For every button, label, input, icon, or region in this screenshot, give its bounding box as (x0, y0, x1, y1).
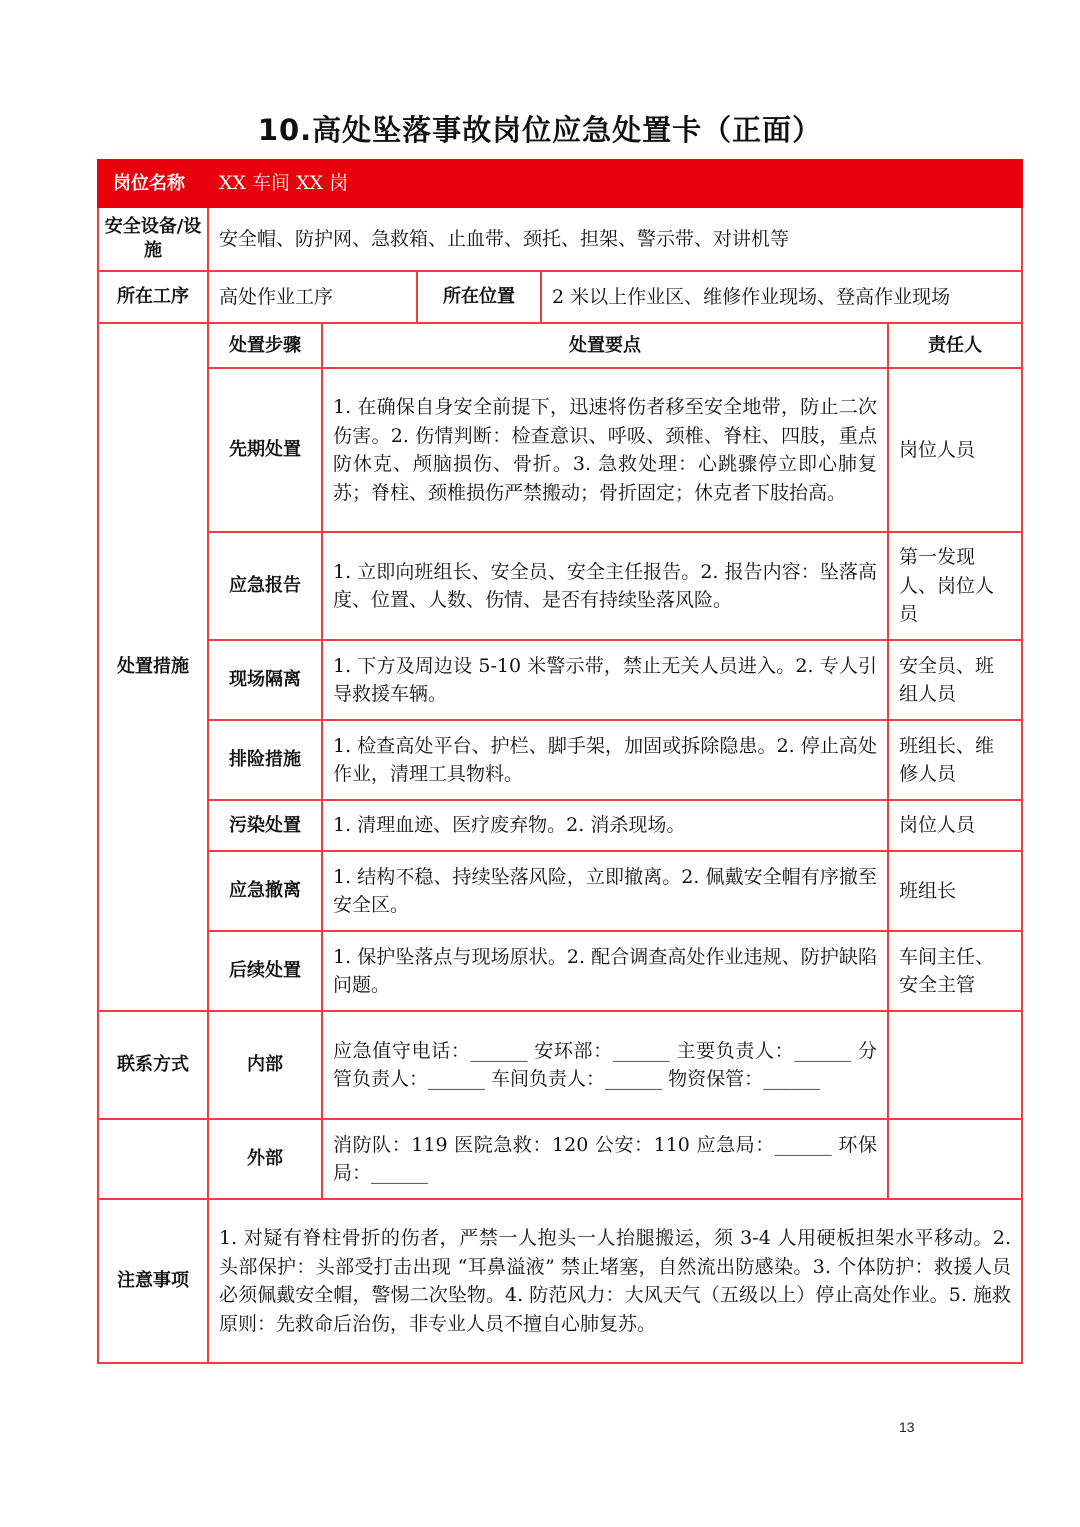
measures-label: 处置措施 (98, 323, 208, 1011)
step-name: 先期处置 (208, 368, 322, 532)
measure-step-row (98, 931, 1022, 1011)
location-value: 2 米以上作业区、维修作业现场、登高作业现场 (541, 271, 1022, 323)
measure-step-row (98, 368, 1022, 532)
contact-internal-label: 内部 (208, 1011, 322, 1119)
process-label: 所在工序 (98, 271, 208, 323)
contact-label: 联系方式 (98, 1011, 208, 1119)
page-title: 10.高处坠落事故岗位应急处置卡（正面） (257, 113, 823, 147)
contact-external-label: 外部 (208, 1119, 322, 1199)
step-name: 污染处置 (208, 800, 322, 851)
step-points: 1. 立即向班组长、安全员、安全主任报告。2. 报告内容：坠落高度、位置、人数、伤情、是否有持续坠落风险。 (322, 532, 888, 640)
points-column-header: 处置要点 (322, 323, 888, 368)
contact-internal-row (98, 1011, 1022, 1119)
step-person: 班组长 (888, 851, 1022, 931)
emergency-card-table (97, 159, 1023, 1364)
step-name: 后续处置 (208, 931, 322, 1011)
step-points: 1. 检查高处平台、护栏、脚手架，加固或拆除隐患。2. 停止高处作业，清理工具物料。 (322, 720, 888, 800)
page-number: 13 (899, 1419, 915, 1435)
measure-step-row (98, 800, 1022, 851)
person-column-header: 责任人 (888, 323, 1022, 368)
step-column-header: 处置步骤 (208, 323, 322, 368)
equipment-row (98, 207, 1022, 271)
step-points: 1. 结构不稳、持续坠落风险，立即撤离。2. 佩戴安全帽有序撤至安全区。 (322, 851, 888, 931)
contact-external-value: 消防队：119 医院急救：120 公安：110 应急局：______ 环保局：______ (322, 1119, 888, 1199)
measure-step-row (98, 720, 1022, 800)
step-person: 岗位人员 (888, 368, 1022, 532)
equipment-label: 安全设备/设施 (98, 207, 208, 271)
process-value: 高处作业工序 (208, 271, 417, 323)
measure-step-row (98, 640, 1022, 720)
step-name: 应急报告 (208, 532, 322, 640)
post-name-label: 岗位名称 (98, 160, 208, 207)
step-person: 安全员、班组人员 (888, 640, 1022, 720)
step-points: 1. 清理血迹、医疗废弃物。2. 消杀现场。 (322, 800, 888, 851)
step-points: 1. 下方及周边设 5-10 米警示带，禁止无关人员进入。2. 专人引导救援车辆。 (322, 640, 888, 720)
measure-step-row (98, 851, 1022, 931)
contact-external-blank-left (98, 1119, 208, 1199)
notes-label: 注意事项 (98, 1199, 208, 1363)
process-row (98, 271, 1022, 323)
step-points: 1. 在确保自身安全前提下，迅速将伤者移至安全地带，防止二次伤害。2. 伤情判断：检查意识、呼吸、颈椎、脊柱、四肢，重点防休克、颅脑损伤、骨折。3. 急救处理：心跳骤停立即心肺复苏；脊柱、颈椎损伤严禁搬动；骨折固定；休克者下肢抬高。 (322, 368, 888, 532)
notes-value: 1. 对疑有脊柱骨折的伤者，严禁一人抱头一人抬腿搬运，须 3-4 人用硬板担架水平移动。2. 头部保护：头部受打击出现 “耳鼻溢液” 禁止堵塞，自然流出防感染。3. 个体防护：救援人员必须佩戴安全帽，警惕二次坠物。4. 防范风力：大风天气（五级以上）停止高处作业。5. 施救原则：先救命后治伤，非专业人员不擅自心肺复苏。 (208, 1199, 1022, 1363)
step-name: 应急撤离 (208, 851, 322, 931)
contact-external-row (98, 1119, 1022, 1199)
step-name: 排险措施 (208, 720, 322, 800)
step-person: 班组长、维修人员 (888, 720, 1022, 800)
step-points: 1. 保护坠落点与现场原状。2. 配合调查高处作业违规、防护缺陷问题。 (322, 931, 888, 1011)
post-name-value: XX 车间 XX 岗 (208, 160, 1022, 207)
equipment-value: 安全帽、防护网、急救箱、止血带、颈托、担架、警示带、对讲机等 (208, 207, 1022, 271)
measures-header-row (98, 323, 1022, 368)
step-person: 岗位人员 (888, 800, 1022, 851)
post-name-row (98, 160, 1022, 207)
contact-internal-value: 应急值守电话：______ 安环部：______ 主要负责人：______ 分管负责人：______ 车间负责人：______ 物资保管：______ (322, 1011, 888, 1119)
step-person: 第一发现人、岗位人员 (888, 532, 1022, 640)
measure-step-row (98, 532, 1022, 640)
contact-external-blank (888, 1119, 1022, 1199)
contact-internal-blank (888, 1011, 1022, 1119)
location-label: 所在位置 (417, 271, 541, 323)
notes-row (98, 1199, 1022, 1363)
step-name: 现场隔离 (208, 640, 322, 720)
step-person: 车间主任、安全主管 (888, 931, 1022, 1011)
